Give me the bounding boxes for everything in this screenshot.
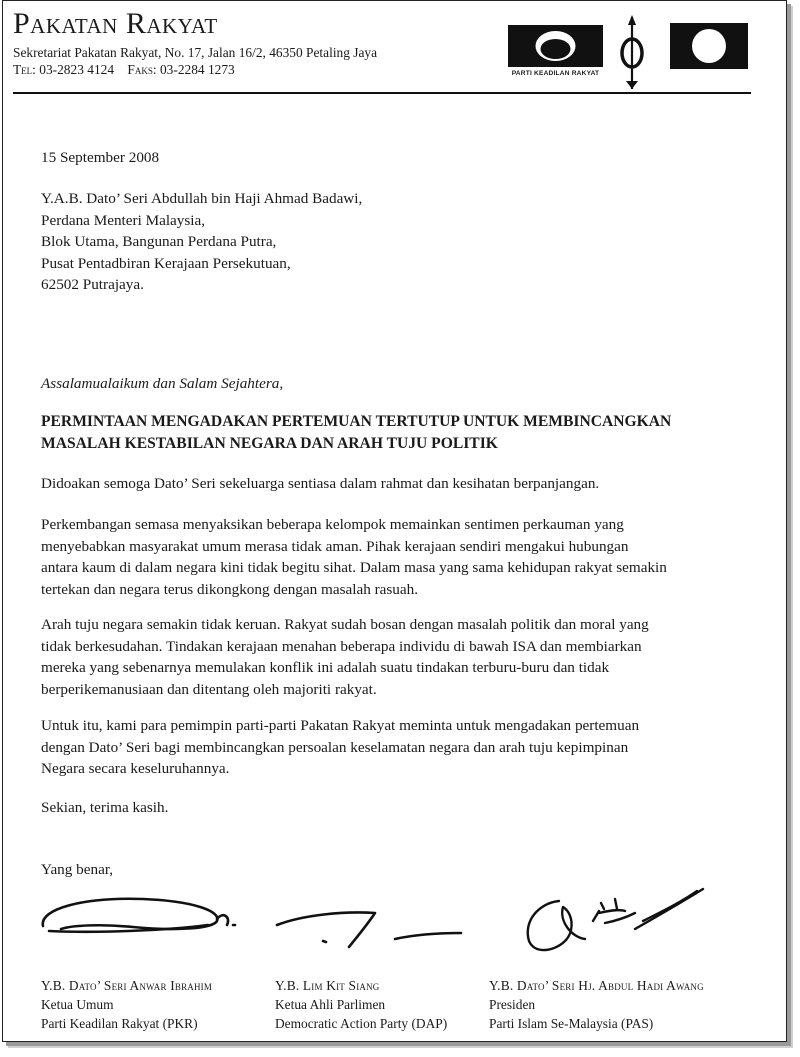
dap-logo-icon xyxy=(615,15,649,91)
letterhead-divider xyxy=(13,92,751,94)
recipient-line: Perdana Menteri Malaysia, xyxy=(41,211,206,229)
signatory-2 xyxy=(275,976,447,1033)
paragraph-line: mereka yang sebenarnya memulakan konflik ini adalah suatu tindakan terburu-buru dan tidak xyxy=(41,659,610,676)
tel-label: Tel: xyxy=(13,62,36,77)
pkr-logo-label: PARTI KEADILAN RAKYAT xyxy=(511,70,600,77)
org-name: Pakatan Rakyat xyxy=(13,7,218,40)
signatory-title: Ketua Ahli Parlimen xyxy=(275,997,386,1012)
signatory-party: Parti Keadilan Rakyat (PKR) xyxy=(41,1016,198,1031)
signatory-1 xyxy=(41,976,212,1033)
recipient-address xyxy=(41,188,362,296)
valediction: Yang benar, xyxy=(41,861,114,878)
paragraph-line: Negara secara keseluruhannya. xyxy=(41,760,230,777)
paragraph-line: tertekan dan negara terus dikongkong dengan masalah rasuah. xyxy=(41,580,419,598)
letter-subject xyxy=(41,411,671,454)
recipient-line: Blok Utama, Bangunan Perdana Putra, xyxy=(41,233,277,250)
letter-page xyxy=(2,0,787,1042)
subject-line: PERMINTAAN MENGADAKAN PERTEMUAN TERTUTUP UNTUK MEMBINCANGKAN xyxy=(41,413,672,430)
pkr-logo-mark xyxy=(508,25,603,67)
paragraph-3 xyxy=(41,614,649,700)
fax-number: 03-2284 1273 xyxy=(159,62,235,77)
tel-number: 03-2823 4124 xyxy=(39,62,115,77)
signatory-title: Ketua Umum xyxy=(41,997,114,1012)
paragraph-line: Perkembangan semasa menyaksikan beberapa kelompok memainkan sentimen perkauman yang xyxy=(41,516,624,533)
paragraph-line: berperikemanusiaan dan ditentang oleh majoriti rakyat. xyxy=(41,680,377,698)
paragraph-2 xyxy=(41,514,667,600)
signatory-name: Y.B. Lim Kit Siang xyxy=(275,978,380,993)
signatory-3 xyxy=(489,976,704,1033)
signature-icon xyxy=(528,889,703,950)
paragraph-line: Didoakan semoga Dato’ Seri sekeluarga sentiasa dalam rahmat dan kesihatan berpanjangan. xyxy=(41,475,600,492)
paragraph-line: Untuk itu, kami para pemimpin parti-parti Pakatan Rakyat meminta untuk mengadakan pertemuan xyxy=(41,717,640,734)
signatory-party: Democratic Action Party (DAP) xyxy=(275,1016,448,1031)
recipient-line: 62502 Putrajaya. xyxy=(41,276,144,293)
pkr-logo-icon xyxy=(508,25,603,79)
org-contact xyxy=(13,63,235,76)
recipient-line: Pusat Pentadbiran Kerajaan Persekutuan, xyxy=(41,254,291,272)
signature-icon xyxy=(43,899,235,932)
pkr-eye-icon xyxy=(508,25,603,67)
signatory-party: Parti Islam Se-Malaysia (PAS) xyxy=(489,1016,654,1031)
letter-date: 15 September 2008 xyxy=(41,149,160,166)
paragraph-4 xyxy=(41,715,639,780)
subject-line: MASALAH KESTABILAN NEGARA DAN ARAH TUJU POLITIK xyxy=(41,434,498,452)
recipient-line: Y.A.B. Dato’ Seri Abdullah bin Haji Ahmad Badawi, xyxy=(41,190,363,207)
org-address: Sekretariat Pakatan Rakyat, No. 17, Jalan 16/2, 46350 Petaling Jaya xyxy=(13,45,378,60)
signatory-name: Y.B. Dato’ Seri Hj. Abdul Hadi Awang xyxy=(489,978,704,993)
paragraph-1 xyxy=(41,473,599,495)
fax-label: Faks: xyxy=(127,62,157,77)
signatory-title: Presiden xyxy=(489,997,536,1012)
pas-logo-icon xyxy=(670,23,748,69)
salutation: Assalamualaikum dan Salam Sejahtera, xyxy=(41,375,284,392)
paragraph-line: antara kaum di dalam negara kini tidak begitu sihat. Dalam masa yang sama kehidupan rakyat semakin xyxy=(41,559,667,576)
signatures xyxy=(3,881,786,976)
pas-moon-icon xyxy=(670,23,748,69)
paragraph-line: dengan Dato’ Seri bagi membincangkan persoalan keselamatan negara dan arah tuju kepimpinan xyxy=(41,738,629,756)
signature-icon xyxy=(277,913,461,948)
closing: Sekian, terima kasih. xyxy=(41,799,169,816)
paragraph-line: Arah tuju negara semakin tidak keruan. Rakyat sudah bosan dengan masalah politik dan moral yang xyxy=(41,616,649,633)
signatory-name: Y.B. Dato’ Seri Anwar Ibrahim xyxy=(41,978,213,993)
paragraph-line: menyebabkan masyarakat umum merasa tidak aman. Pihak kerajaan sendiri mengakui hubungan xyxy=(41,537,629,555)
paragraph-line: tidak berkesudahan. Tindakan kerajaan menahan beberapa individu di bawah ISA dan membiarkan xyxy=(41,637,642,655)
